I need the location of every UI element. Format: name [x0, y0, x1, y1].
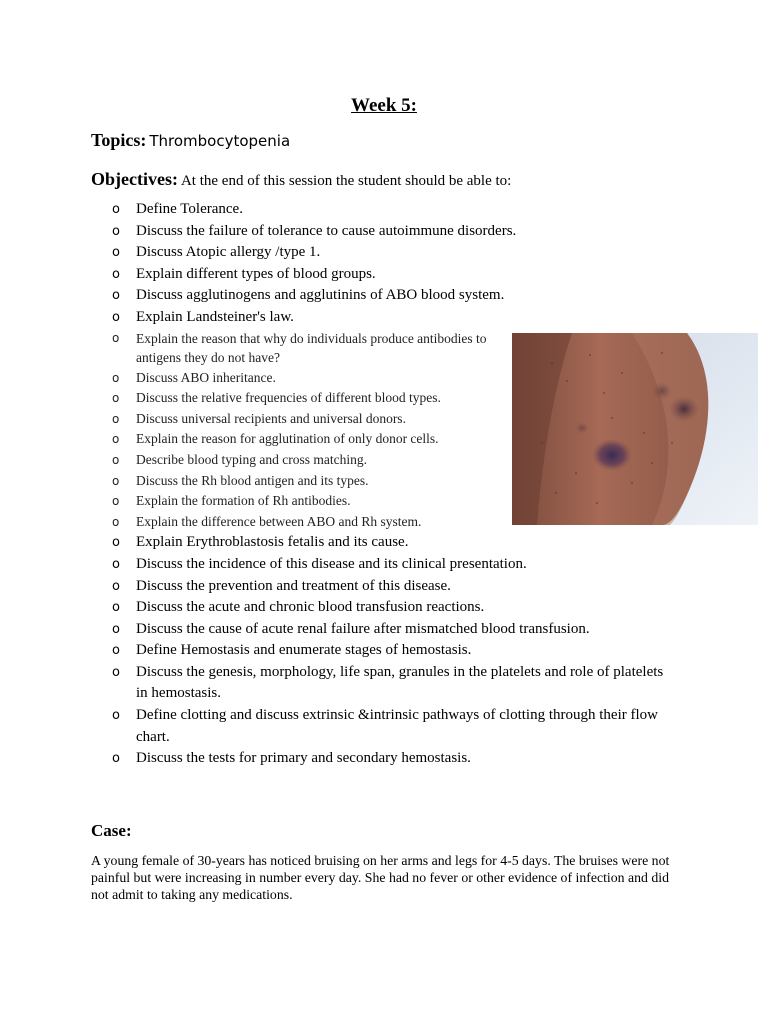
bullet-icon: o	[112, 309, 120, 325]
bullet-icon: o	[112, 621, 120, 637]
topics-line	[91, 130, 290, 151]
page-title: Week 5:	[351, 95, 417, 116]
objective-text: Define clotting and discuss extrinsic &intrinsic pathways of clotting through their flow chart.	[136, 707, 658, 745]
bullet-icon: o	[112, 330, 120, 345]
objective-text: Discuss the acute and chronic blood transfusion reactions.	[136, 599, 485, 616]
objective-text: Explain Erythroblastosis fetalis and its cause.	[136, 534, 409, 551]
bullet-icon: o	[112, 643, 120, 659]
objective-text: Discuss the Rh blood antigen and its types.	[136, 472, 369, 488]
bullet-icon: o	[112, 494, 120, 509]
objective-text: Explain the difference between ABO and Rh system.	[136, 513, 422, 529]
objective-text: Discuss the tests for primary and secondary hemostasis.	[136, 750, 471, 767]
bruised-arm-photo	[512, 333, 758, 525]
objective-text: Discuss the failure of tolerance to cause autoimmune disorders.	[136, 222, 517, 239]
objectives-intro: At the end of this session the student should be able to:	[180, 173, 512, 189]
bullet-icon: o	[112, 411, 120, 426]
objective-item	[112, 597, 672, 619]
bullet-icon: o	[112, 266, 120, 282]
objective-text: Explain the reason for agglutination of only donor cells.	[136, 431, 439, 447]
objective-item	[112, 576, 672, 598]
objective-item	[112, 199, 672, 221]
objective-item	[112, 619, 672, 641]
objective-text: Explain different types of blood groups.	[136, 265, 376, 282]
bullet-icon: o	[112, 664, 120, 680]
bullet-icon: o	[112, 432, 120, 447]
objective-item	[112, 285, 672, 307]
objective-text: Discuss the incidence of this disease and its clinical presentation.	[136, 555, 527, 572]
objective-item	[112, 662, 672, 705]
bullet-icon: o	[112, 223, 120, 239]
bullet-icon: o	[112, 751, 120, 767]
bullet-icon: o	[112, 370, 120, 385]
objective-text: Discuss universal recipients and universal donors.	[136, 410, 406, 426]
bullet-icon: o	[112, 245, 120, 261]
bullet-icon: o	[112, 473, 120, 488]
objective-item	[112, 532, 672, 554]
objective-item	[112, 748, 672, 770]
objective-item	[112, 264, 672, 286]
objective-text: Define Hemostasis and enumerate stages of hemostasis.	[136, 642, 472, 659]
objective-text: Discuss the genesis, morphology, life span, granules in the platelets and role of platelets in hemostasis.	[136, 663, 664, 702]
objective-text: Discuss ABO inheritance.	[136, 369, 276, 385]
bullet-icon: o	[112, 391, 120, 406]
objective-item	[112, 554, 672, 576]
bullet-icon: o	[112, 578, 120, 594]
bullet-icon: o	[112, 514, 120, 529]
topics-label: Topics:	[91, 130, 147, 150]
objectives-line	[91, 169, 511, 190]
bullet-icon: o	[112, 288, 120, 304]
objective-text: Define Tolerance.	[136, 201, 243, 217]
case-heading: Case:	[91, 821, 132, 840]
objective-text: Explain the reason that why do individuals produce antibodies to antigens they do not have?	[136, 330, 487, 366]
objective-text: Explain Landsteiner's law.	[136, 308, 294, 325]
objective-text: Discuss the relative frequencies of different blood types.	[136, 390, 441, 406]
objective-item	[112, 640, 672, 662]
objective-text: Discuss agglutinogens and agglutinins of ABO blood system.	[136, 287, 505, 304]
objective-text: Discuss the cause of acute renal failure after mismatched blood transfusion.	[136, 620, 590, 637]
objective-text: Discuss the prevention and treatment of this disease.	[136, 577, 451, 594]
objective-item	[112, 307, 672, 329]
case-description: A young female of 30-years has noticed bruising on her arms and legs for 4-5 days. The bruises were not painful but were increasing in number every day. She had no fever or other evidence of infection and did not admit to taking any medications.	[91, 853, 670, 902]
bullet-icon: o	[112, 535, 120, 551]
bullet-icon: o	[112, 600, 120, 616]
bullet-icon: o	[112, 202, 120, 217]
bullet-icon: o	[112, 556, 120, 572]
objective-item	[112, 242, 672, 264]
bullet-icon: o	[112, 452, 120, 467]
objective-text: Discuss Atopic allergy /type 1.	[136, 244, 321, 261]
objective-text: Describe blood typing and cross matching.	[136, 451, 367, 467]
objective-item	[112, 705, 672, 748]
objective-item	[112, 329, 506, 368]
topics-value: Thrombocytopenia	[149, 132, 291, 150]
objective-item	[112, 221, 672, 243]
bullet-icon: o	[112, 708, 120, 724]
objective-text: Explain the formation of Rh antibodies.	[136, 493, 351, 509]
objectives-label: Objectives:	[91, 169, 178, 189]
